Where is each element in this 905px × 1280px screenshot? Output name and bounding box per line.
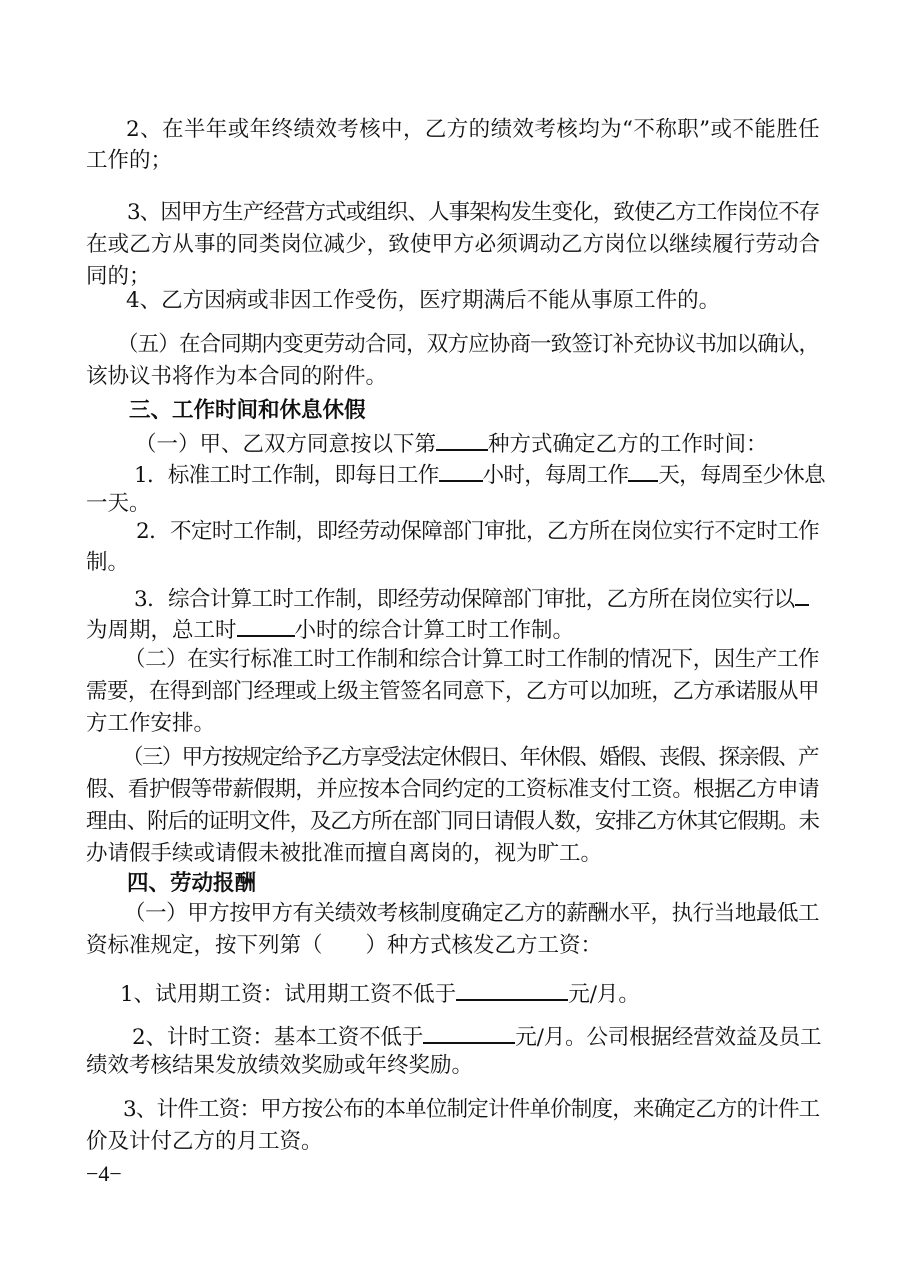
paragraph-line [134,458,825,491]
paragraph-line [86,613,574,646]
fill-in-blank [436,427,488,451]
line-text: 小时，每周工作 [482,463,629,488]
paragraph-line [132,1020,821,1053]
fill-in-blank [456,977,568,1001]
line-text: 元/月。公司根据经营效益及员工 [515,1025,822,1050]
paragraph-line: 工作的； [86,148,173,173]
fill-in-blank [423,1020,515,1044]
paragraph-line: 绩效考核结果发放绩效奖励或年终奖励。 [86,1053,474,1078]
paragraph-line: 资标准规定，按下列第（ ）种方式核发乙方工资： [86,933,603,958]
paragraph-line: 方工作安排。 [86,711,216,736]
fill-in-blank [795,582,809,606]
paragraph-line: 办请假手续或请假未被批准而擅自离岗的，视为旷工。 [86,841,603,866]
paragraph-line: （三）甲方按规定给予乙方享受法定休假日、年休假、婚假、丧假、探亲假、产 [122,745,818,770]
paragraph-line [134,582,809,615]
paragraph-line: 一天。 [86,491,151,516]
line-text: 种方式确定乙方的工作时间： [488,432,768,457]
paragraph-line: （二）在实行标准工时工作制和综合计算工时工作制的情况下，因生产工作 [124,647,820,672]
line-text: 小时的综合计算工时工作制。 [294,618,575,643]
paragraph-line: 同的； [86,264,151,289]
paragraph-line: （一）甲方按甲方有关绩效考核制度确定乙方的薪酬水平，执行当地最低工 [124,901,820,926]
paragraph-line: 2、在半年或年终绩效考核中，乙方的绩效考核均为“不称职”或不能胜任 [126,117,821,142]
paragraph-line: 3、计件工资：甲方按公布的本单位制定计件单价制度，来确定乙方的计件工 [123,1097,820,1122]
paragraph-line: 价及计付乙方的月工资。 [86,1129,323,1154]
paragraph-line: （五）在合同期内变更劳动合同，双方应协商一致签订补充协议书加以确认， [117,332,820,357]
paragraph-line [135,427,768,460]
paragraph-line: 3、因甲方生产经营方式或组织、人事架构发生变化，致使乙方工作岗位不存 [127,200,820,225]
paragraph-line: 4、乙方因病或非因工作受伤，医疗期满后不能从事原工件的。 [126,288,721,313]
paragraph-line: 制。 [86,550,130,575]
paragraph-line: 2．不定时工作制，即经劳动保障部门审批，乙方所在岗位实行不定时工作 [136,519,820,544]
fill-in-blank [439,458,483,482]
fill-in-blank [237,613,295,637]
paragraph-line: 假、看护假等带薪假期，并应按本合同约定的工资标准支付工资。根据乙方申请 [86,777,819,802]
paragraph-line: 该协议书将作为本合同的附件。 [86,364,388,389]
line-text: 为周期，总工时 [86,618,237,643]
line-text: 3．综合计算工时工作制，即经劳动保障部门审批，乙方所在岗位实行以 [134,587,795,612]
line-text: 天，每周至少休息 [658,463,825,488]
section-heading: 四、劳动报酬 [127,871,257,896]
line-text: 1．标准工时工作制，即每日工作 [134,463,439,488]
line-text: 1、试用期工资：试用期工资不低于 [120,982,457,1007]
paragraph-line: 需要，在得到部门经理或上级主管签名同意下，乙方可以加班，乙方承诺服从甲 [86,679,819,704]
page-number: −4− [86,1161,122,1186]
paragraph-line: 理由、附后的证明文件，及乙方所在部门同日请假人数，安排乙方休其它假期。未 [86,809,819,834]
paragraph-line [120,977,640,1010]
paragraph-line: 在或乙方从事的同类岗位减少，致使甲方必须调动乙方岗位以继续履行劳动合 [86,232,821,257]
fill-in-blank [628,458,658,482]
line-text: 元/月。 [568,982,640,1007]
line-text: （一）甲、乙双方同意按以下第 [135,432,437,457]
line-text: 2、计时工资：基本工资不低于 [132,1025,424,1050]
section-heading: 三、工作时间和休息休假 [129,398,366,423]
